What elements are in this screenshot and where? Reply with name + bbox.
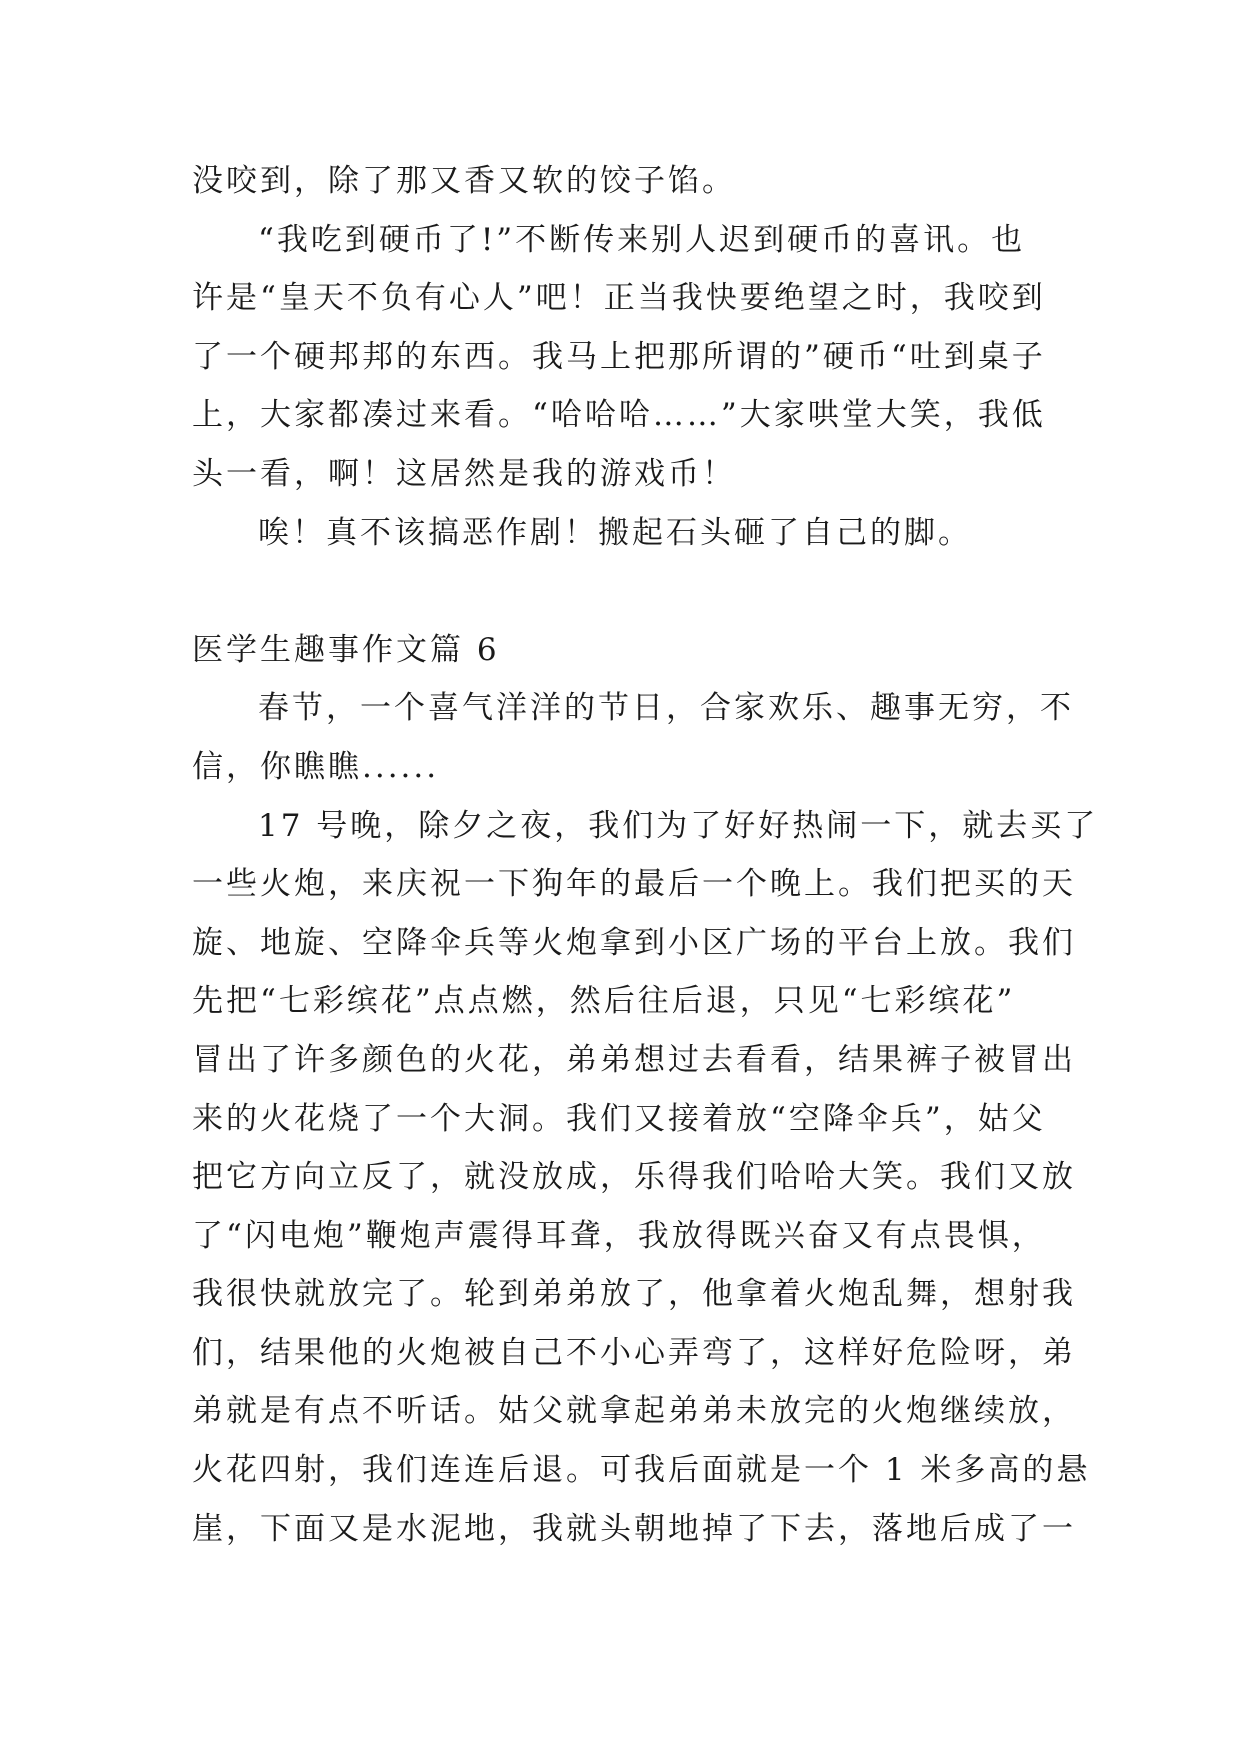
paragraph-line: “我吃到硬币了!”不断传来别人迟到硬币的喜讯。也 [258, 221, 1026, 258]
paragraph-line: 崖，下面又是水泥地，我就头朝地掉了下去，落地后成了一 [192, 1510, 1076, 1547]
section-heading [192, 621, 1072, 680]
paragraph-line: 们，结果他的火炮被自己不小心弄弯了，这样好危险呀，弟 [192, 1334, 1076, 1371]
paragraph [192, 504, 1072, 563]
paragraph-line: 火花四射，我们连连后退。可我后面就是一个 1 米多高的悬 [192, 1452, 1091, 1489]
paragraph [192, 211, 1072, 504]
paragraph-line: 了“闪电炮”鞭炮声震得耳聋，我放得既兴奋又有点畏惧， [192, 1217, 1046, 1254]
paragraph-line: 上，大家都凑过来看。“哈哈哈……”大家哄堂大笑，我低 [192, 397, 1046, 434]
blank-line [192, 562, 1072, 621]
paragraph-line: 春节，一个喜气洋洋的节日，合家欢乐、趣事无穷，不 [258, 690, 1074, 727]
heading-text: 医学生趣事作文篇 6 [192, 631, 500, 668]
paragraph-line: 先把“七彩缤花”点点燃，然后往后退，只见“七彩缤花” [192, 983, 1016, 1020]
paragraph-line: 一些火炮，来庆祝一下狗年的最后一个晚上。我们把买的天 [192, 866, 1076, 903]
paragraph-line: 唉！真不该搞恶作剧！搬起石头砸了自己的脚。 [258, 514, 972, 551]
paragraph-line: 信，你瞧瞧...... [192, 748, 440, 785]
paragraph-line: 没咬到，除了那又香又软的饺子馅。 [192, 163, 736, 199]
paragraph [192, 152, 1072, 211]
paragraph-line: 许是“皇天不负有心人”吧！正当我快要绝望之时，我咬到 [192, 280, 1046, 317]
paragraph-line: 把它方向立反了，就没放成，乐得我们哈哈大笑。我们又放 [192, 1159, 1076, 1196]
paragraph-line: 了一个硬邦邦的东西。我马上把那所谓的”硬币“吐到桌子 [192, 338, 1046, 375]
paragraph [192, 679, 1072, 796]
document-body [192, 152, 1099, 1558]
paragraph-line: 弟就是有点不听话。姑父就拿起弟弟未放完的火炮继续放， [192, 1393, 1076, 1430]
paragraph-line: 我很快就放完了。轮到弟弟放了，他拿着火炮乱舞，想射我 [192, 1276, 1076, 1313]
paragraph [192, 797, 1099, 1559]
paragraph-line: 来的火花烧了一个大洞。我们又接着放“空降伞兵”，姑父 [192, 1100, 1046, 1137]
paragraph-line: 冒出了许多颜色的火花，弟弟想过去看看，结果裤子被冒出 [192, 1041, 1076, 1078]
paragraph-line: 17 号晚，除夕之夜，我们为了好好热闹一下，就去买了 [258, 807, 1099, 844]
paragraph-line: 头一看，啊！这居然是我的游戏币！ [192, 455, 736, 492]
paragraph-line: 旋、地旋、空降伞兵等火炮拿到小区广场的平台上放。我们 [192, 924, 1076, 961]
